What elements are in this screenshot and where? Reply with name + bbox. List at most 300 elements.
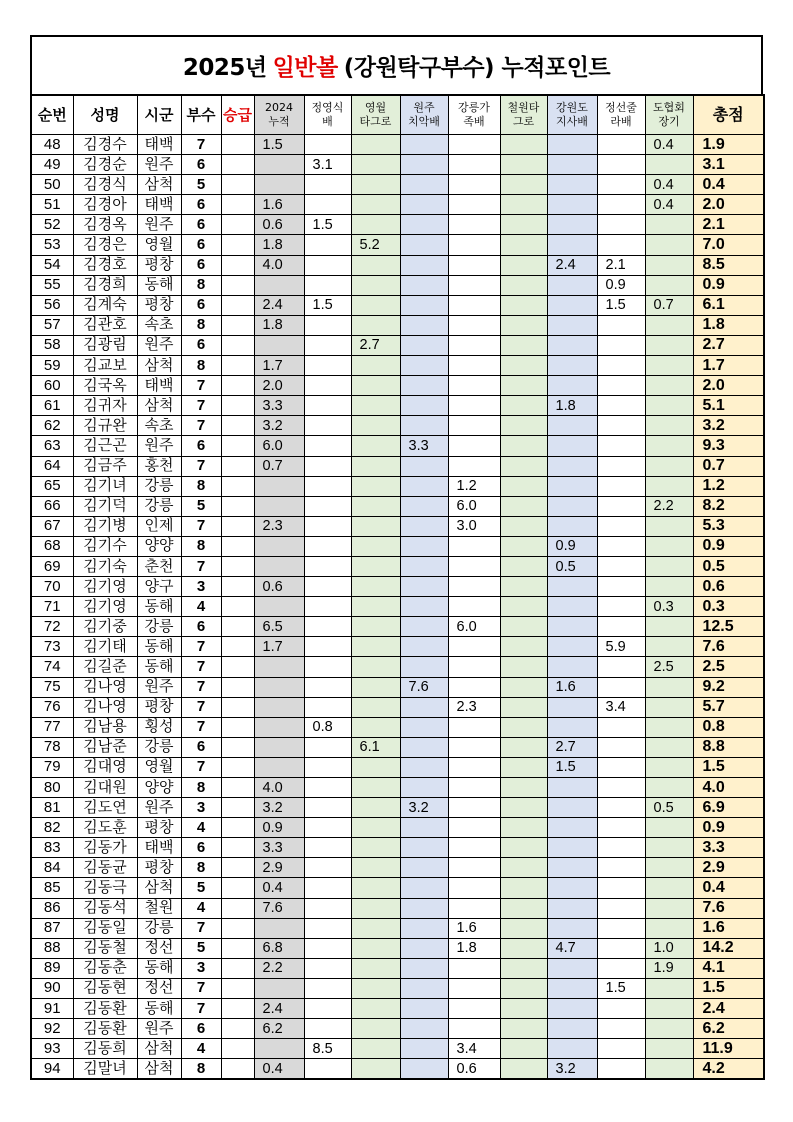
total-cell: 1.2 — [693, 476, 764, 496]
point-cell — [547, 195, 597, 215]
point-cell — [547, 958, 597, 978]
row-number: 78 — [31, 737, 73, 757]
point-cell — [351, 255, 400, 275]
player-name: 김국옥 — [73, 376, 137, 396]
player-name: 김경호 — [73, 255, 137, 275]
player-city: 영월 — [137, 235, 181, 255]
point-cell — [500, 315, 547, 335]
point-cell: 3.2 — [547, 1059, 597, 1080]
player-name: 김경수 — [73, 135, 137, 155]
point-cell — [547, 335, 597, 355]
player-name: 김동철 — [73, 938, 137, 958]
point-cell — [351, 898, 400, 918]
table-row — [31, 918, 764, 938]
point-cell — [304, 697, 351, 717]
point-cell: 0.6 — [254, 215, 304, 235]
total-cell: 1.7 — [693, 356, 764, 376]
point-cell — [351, 536, 400, 556]
point-cell — [597, 496, 645, 516]
point-cell — [645, 235, 693, 255]
row-number: 72 — [31, 617, 73, 637]
row-number: 54 — [31, 255, 73, 275]
point-cell — [597, 175, 645, 195]
point-cell — [597, 155, 645, 175]
player-city: 삼척 — [137, 175, 181, 195]
point-cell — [500, 838, 547, 858]
point-cell — [547, 798, 597, 818]
total-cell: 0.9 — [693, 275, 764, 295]
point-cell — [547, 597, 597, 617]
table-row — [31, 1019, 764, 1039]
row-number: 82 — [31, 818, 73, 838]
player-city: 삼척 — [137, 356, 181, 376]
point-cell — [448, 1019, 500, 1039]
point-cell — [597, 737, 645, 757]
point-cell — [351, 838, 400, 858]
point-cell — [597, 717, 645, 737]
point-cell — [304, 436, 351, 456]
player-division: 8 — [181, 476, 221, 496]
player-division: 8 — [181, 1059, 221, 1080]
point-cell — [351, 416, 400, 436]
point-cell — [448, 717, 500, 737]
point-cell — [351, 295, 400, 315]
row-number: 48 — [31, 135, 73, 155]
point-cell — [597, 838, 645, 858]
point-cell: 3.1 — [304, 155, 351, 175]
point-cell — [597, 617, 645, 637]
point-cell — [448, 978, 500, 998]
point-cell — [547, 898, 597, 918]
table-row — [31, 858, 764, 878]
point-cell — [351, 1019, 400, 1039]
total-cell: 4.2 — [693, 1059, 764, 1080]
row-number: 91 — [31, 999, 73, 1019]
point-cell — [400, 335, 448, 355]
point-cell — [254, 737, 304, 757]
table-row — [31, 677, 764, 697]
row-number: 64 — [31, 456, 73, 476]
point-cell: 0.9 — [254, 818, 304, 838]
point-cell — [400, 536, 448, 556]
point-cell — [304, 878, 351, 898]
player-division: 8 — [181, 315, 221, 335]
player-division: 3 — [181, 577, 221, 597]
promotion-cell — [221, 798, 254, 818]
table-row — [31, 476, 764, 496]
point-cell — [351, 818, 400, 838]
player-city: 평창 — [137, 255, 181, 275]
total-cell: 9.3 — [693, 436, 764, 456]
point-cell — [400, 556, 448, 576]
point-cell — [400, 918, 448, 938]
player-division: 6 — [181, 617, 221, 637]
point-cell — [448, 798, 500, 818]
total-cell: 8.2 — [693, 496, 764, 516]
table-row — [31, 175, 764, 195]
promotion-cell — [221, 999, 254, 1019]
row-number: 93 — [31, 1039, 73, 1059]
point-cell — [400, 315, 448, 335]
point-cell — [645, 436, 693, 456]
point-cell — [500, 356, 547, 376]
point-cell — [645, 215, 693, 235]
point-cell — [500, 476, 547, 496]
point-cell — [351, 778, 400, 798]
point-cell — [645, 516, 693, 536]
point-cell — [645, 556, 693, 576]
point-cell — [400, 195, 448, 215]
point-cell — [254, 677, 304, 697]
player-name: 김경희 — [73, 275, 137, 295]
point-cell — [597, 657, 645, 677]
row-number: 62 — [31, 416, 73, 436]
point-cell — [304, 999, 351, 1019]
point-cell — [448, 315, 500, 335]
point-cell — [597, 577, 645, 597]
point-cell — [500, 958, 547, 978]
point-cell — [645, 838, 693, 858]
point-cell: 1.6 — [254, 195, 304, 215]
point-cell — [597, 436, 645, 456]
point-cell — [304, 898, 351, 918]
promotion-cell — [221, 255, 254, 275]
point-cell — [400, 838, 448, 858]
point-cell — [304, 978, 351, 998]
promotion-cell — [221, 275, 254, 295]
point-cell — [400, 396, 448, 416]
point-cell — [597, 677, 645, 697]
player-city: 속초 — [137, 416, 181, 436]
point-cell — [448, 778, 500, 798]
table-row — [31, 335, 764, 355]
header-tournament: 영월 타그로 — [351, 95, 400, 135]
point-cell — [351, 617, 400, 637]
point-cell — [500, 657, 547, 677]
point-cell: 1.5 — [597, 978, 645, 998]
player-name: 김경식 — [73, 175, 137, 195]
player-division: 7 — [181, 376, 221, 396]
player-city: 태백 — [137, 135, 181, 155]
point-cell — [645, 416, 693, 436]
row-number: 80 — [31, 778, 73, 798]
row-number: 79 — [31, 757, 73, 777]
point-cell — [500, 577, 547, 597]
point-cell — [597, 476, 645, 496]
player-city: 양양 — [137, 536, 181, 556]
point-cell: 0.4 — [254, 878, 304, 898]
table-row — [31, 436, 764, 456]
point-cell: 3.2 — [400, 798, 448, 818]
table-row — [31, 396, 764, 416]
player-name: 김남준 — [73, 737, 137, 757]
point-cell — [645, 356, 693, 376]
player-city: 원주 — [137, 155, 181, 175]
player-name: 김경옥 — [73, 215, 137, 235]
point-cell: 4.0 — [254, 778, 304, 798]
player-name: 김도연 — [73, 798, 137, 818]
point-cell — [400, 737, 448, 757]
point-cell: 2.3 — [448, 697, 500, 717]
player-division: 6 — [181, 436, 221, 456]
player-city: 태백 — [137, 195, 181, 215]
table-row — [31, 255, 764, 275]
player-city: 인제 — [137, 516, 181, 536]
point-cell — [500, 235, 547, 255]
point-cell — [500, 737, 547, 757]
promotion-cell — [221, 436, 254, 456]
point-cell — [304, 818, 351, 838]
player-division: 5 — [181, 878, 221, 898]
row-number: 66 — [31, 496, 73, 516]
point-cell — [351, 1059, 400, 1080]
player-division: 6 — [181, 335, 221, 355]
promotion-cell — [221, 1039, 254, 1059]
point-cell — [448, 295, 500, 315]
point-cell — [351, 315, 400, 335]
point-cell — [645, 255, 693, 275]
point-cell — [597, 597, 645, 617]
row-number: 52 — [31, 215, 73, 235]
point-cell — [448, 838, 500, 858]
point-cell — [645, 396, 693, 416]
point-cell — [304, 597, 351, 617]
point-cell — [448, 135, 500, 155]
point-cell — [500, 496, 547, 516]
player-name: 김동현 — [73, 978, 137, 998]
total-cell: 0.4 — [693, 878, 764, 898]
point-cell — [500, 637, 547, 657]
point-cell — [597, 456, 645, 476]
promotion-cell — [221, 376, 254, 396]
point-cell — [400, 456, 448, 476]
point-cell — [645, 677, 693, 697]
point-cell — [400, 818, 448, 838]
row-number: 74 — [31, 657, 73, 677]
player-city: 속초 — [137, 315, 181, 335]
point-cell — [448, 818, 500, 838]
player-name: 김도훈 — [73, 818, 137, 838]
point-cell — [254, 757, 304, 777]
promotion-cell — [221, 918, 254, 938]
point-cell — [500, 858, 547, 878]
total-cell: 0.4 — [693, 175, 764, 195]
point-cell — [547, 838, 597, 858]
player-name: 김대원 — [73, 778, 137, 798]
player-city: 홍천 — [137, 456, 181, 476]
point-cell — [500, 155, 547, 175]
point-cell — [500, 436, 547, 456]
point-cell: 0.3 — [645, 597, 693, 617]
point-cell — [448, 597, 500, 617]
point-cell — [597, 757, 645, 777]
promotion-cell — [221, 295, 254, 315]
player-name: 김관호 — [73, 315, 137, 335]
point-cell — [448, 356, 500, 376]
player-division: 8 — [181, 536, 221, 556]
point-cell — [400, 978, 448, 998]
header-no: 순번 — [31, 95, 73, 135]
promotion-cell — [221, 496, 254, 516]
point-cell — [645, 878, 693, 898]
point-cell — [304, 315, 351, 335]
promotion-cell — [221, 215, 254, 235]
point-cell — [254, 717, 304, 737]
player-city: 평창 — [137, 858, 181, 878]
point-cell — [645, 155, 693, 175]
table-row — [31, 295, 764, 315]
promotion-cell — [221, 637, 254, 657]
point-cell — [597, 416, 645, 436]
table-row — [31, 999, 764, 1019]
point-cell — [547, 878, 597, 898]
point-cell — [500, 376, 547, 396]
total-cell: 2.4 — [693, 999, 764, 1019]
point-cell — [597, 798, 645, 818]
total-cell: 1.5 — [693, 978, 764, 998]
point-cell: 2.4 — [254, 999, 304, 1019]
row-number: 89 — [31, 958, 73, 978]
point-cell — [547, 1019, 597, 1039]
point-cell — [597, 1039, 645, 1059]
player-division: 6 — [181, 235, 221, 255]
point-cell — [304, 757, 351, 777]
point-cell — [448, 195, 500, 215]
point-cell — [351, 878, 400, 898]
promotion-cell — [221, 556, 254, 576]
point-cell — [448, 757, 500, 777]
point-cell — [400, 215, 448, 235]
point-cell — [547, 918, 597, 938]
total-cell: 5.1 — [693, 396, 764, 416]
player-name: 김기영 — [73, 577, 137, 597]
point-cell: 3.3 — [400, 436, 448, 456]
point-cell: 1.5 — [304, 295, 351, 315]
player-name: 김남용 — [73, 717, 137, 737]
point-cell — [597, 898, 645, 918]
point-cell — [254, 1039, 304, 1059]
table-row — [31, 235, 764, 255]
player-division: 8 — [181, 778, 221, 798]
points-sheet — [30, 35, 763, 1080]
point-cell — [500, 617, 547, 637]
total-cell: 2.5 — [693, 657, 764, 677]
point-cell — [645, 999, 693, 1019]
point-cell — [304, 838, 351, 858]
point-cell — [448, 436, 500, 456]
player-division: 7 — [181, 999, 221, 1019]
total-cell: 2.9 — [693, 858, 764, 878]
row-number: 94 — [31, 1059, 73, 1080]
point-cell — [597, 958, 645, 978]
table-row — [31, 1059, 764, 1080]
point-cell: 2.3 — [254, 516, 304, 536]
point-cell: 0.4 — [645, 135, 693, 155]
point-cell: 0.6 — [448, 1059, 500, 1080]
player-city: 동해 — [137, 999, 181, 1019]
title-prefix: 2025년 — [182, 55, 267, 81]
point-cell — [500, 677, 547, 697]
point-cell — [448, 999, 500, 1019]
total-cell: 8.8 — [693, 737, 764, 757]
promotion-cell — [221, 597, 254, 617]
point-cell — [597, 556, 645, 576]
player-division: 4 — [181, 898, 221, 918]
player-name: 김경순 — [73, 155, 137, 175]
point-cell — [547, 577, 597, 597]
point-cell: 0.8 — [304, 717, 351, 737]
point-cell — [448, 215, 500, 235]
player-division: 6 — [181, 215, 221, 235]
point-cell — [645, 536, 693, 556]
point-cell — [448, 396, 500, 416]
table-row — [31, 778, 764, 798]
player-city: 원주 — [137, 798, 181, 818]
total-cell: 4.0 — [693, 778, 764, 798]
point-cell — [304, 456, 351, 476]
point-cell — [400, 356, 448, 376]
player-city: 정선 — [137, 978, 181, 998]
table-row — [31, 315, 764, 335]
point-cell — [304, 1059, 351, 1080]
player-name: 김귀자 — [73, 396, 137, 416]
point-cell: 2.1 — [597, 255, 645, 275]
table-row — [31, 717, 764, 737]
point-cell — [351, 637, 400, 657]
point-cell — [351, 798, 400, 818]
point-cell: 3.4 — [448, 1039, 500, 1059]
point-cell — [304, 175, 351, 195]
header-tournament: 정영식 배 — [304, 95, 351, 135]
point-cell — [351, 958, 400, 978]
player-city: 영월 — [137, 757, 181, 777]
promotion-cell — [221, 476, 254, 496]
point-cell — [351, 858, 400, 878]
player-division: 7 — [181, 516, 221, 536]
point-cell — [304, 536, 351, 556]
point-cell: 1.5 — [254, 135, 304, 155]
point-cell — [547, 1039, 597, 1059]
point-cell — [351, 175, 400, 195]
player-division: 6 — [181, 295, 221, 315]
point-cell: 1.7 — [254, 356, 304, 376]
table-row — [31, 757, 764, 777]
point-cell — [547, 235, 597, 255]
player-division: 8 — [181, 858, 221, 878]
point-cell — [500, 717, 547, 737]
point-cell: 2.4 — [254, 295, 304, 315]
row-number: 49 — [31, 155, 73, 175]
player-city: 원주 — [137, 436, 181, 456]
table-row — [31, 978, 764, 998]
point-cell — [500, 456, 547, 476]
promotion-cell — [221, 838, 254, 858]
point-cell — [645, 1059, 693, 1080]
point-cell: 1.8 — [547, 396, 597, 416]
table-row — [31, 657, 764, 677]
table-row — [31, 556, 764, 576]
point-cell: 2.7 — [547, 737, 597, 757]
point-cell — [254, 918, 304, 938]
point-cell — [351, 657, 400, 677]
point-cell — [351, 918, 400, 938]
total-cell: 7.0 — [693, 235, 764, 255]
point-cell — [400, 717, 448, 737]
point-cell — [400, 1039, 448, 1059]
point-cell: 6.1 — [351, 737, 400, 757]
promotion-cell — [221, 657, 254, 677]
point-cell — [547, 376, 597, 396]
